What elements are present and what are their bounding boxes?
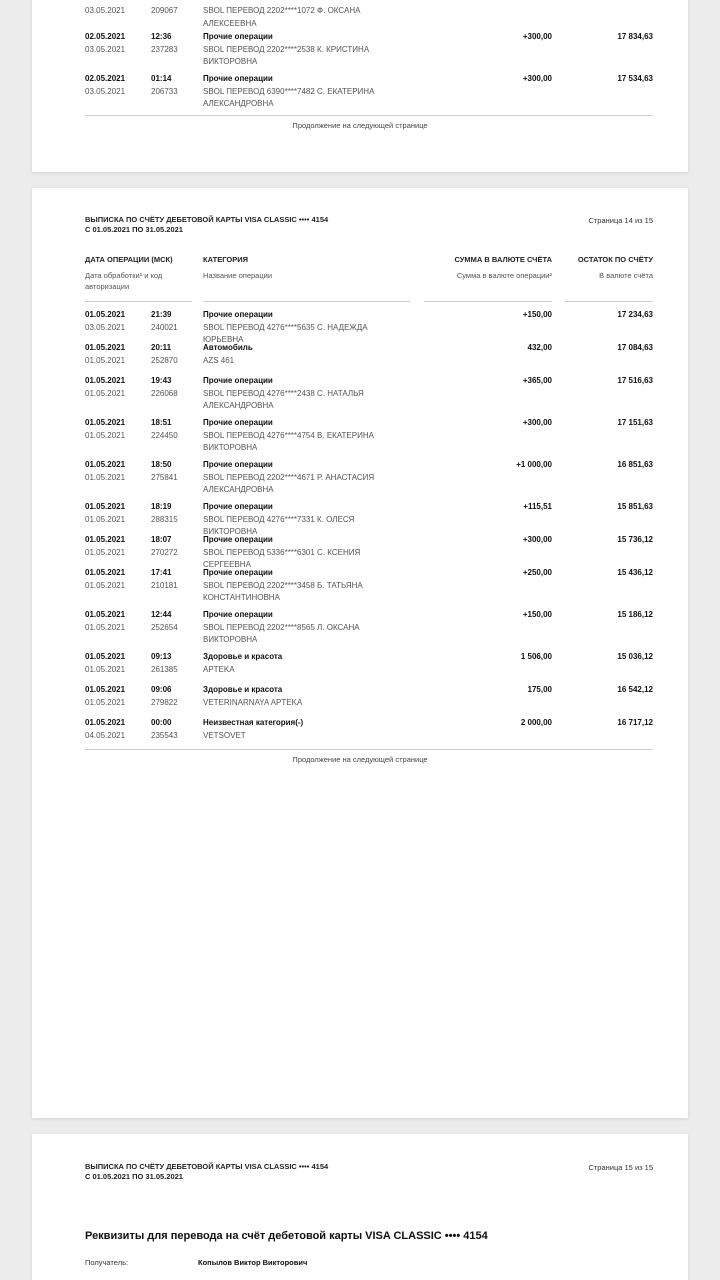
auth-code: 279822 <box>151 697 178 707</box>
operation-time: 09:13 <box>151 652 172 661</box>
processing-date: 03.05.2021 <box>85 86 126 96</box>
operation-time: 17:41 <box>151 568 172 577</box>
operation-date: 01.05.2021 <box>85 610 126 619</box>
header-divider-balance <box>565 301 653 302</box>
auth-code: 270272 <box>151 547 178 557</box>
requisites-title: Реквизиты для перевода на счёт дебетовой карты VISA CLASSIC •••• 4154 <box>85 1230 488 1242</box>
column-header-amount: СУММА В ВАЛЮТЕ СЧЁТА <box>454 255 552 264</box>
balance: 16 717,12 <box>617 718 653 727</box>
page-number: Страница 14 из 15 <box>588 216 653 225</box>
operation-date: 01.05.2021 <box>85 718 126 727</box>
amount: +115,51 <box>523 502 552 511</box>
category: Прочие операции <box>203 74 273 83</box>
operation-time: 21:39 <box>151 310 172 319</box>
balance: 15 736,12 <box>617 535 653 544</box>
operation-date: 01.05.2021 <box>85 568 126 577</box>
processing-date: 03.05.2021 <box>85 44 126 54</box>
operation-description: SBOL ПЕРЕВОД 2202****2538 К. КРИСТИНА ВИКТОРОВНА <box>203 44 370 66</box>
auth-code: 252870 <box>151 355 178 365</box>
operation-description: VETSOVET <box>203 730 246 740</box>
category: Прочие операции <box>203 376 273 385</box>
operation-date: 01.05.2021 <box>85 418 126 427</box>
category: Автомобиль <box>203 343 253 352</box>
operation-time: 01:14 <box>151 74 172 83</box>
header-divider-category <box>203 301 410 302</box>
operation-description: SBOL ПЕРЕВОД 4276****4754 В. ЕКАТЕРИНА ВИКТОРОВНА <box>203 430 374 452</box>
balance: 17 516,63 <box>617 376 653 385</box>
amount: 432,00 <box>527 343 552 352</box>
statement-page-15 <box>32 1134 688 1280</box>
balance: 15 186,12 <box>617 610 653 619</box>
balance: 17 834,63 <box>617 32 653 41</box>
processing-date: 01.05.2021 <box>85 580 126 590</box>
processing-date: 01.05.2021 <box>85 697 126 707</box>
operation-date: 01.05.2021 <box>85 310 126 319</box>
operation-time: 18:07 <box>151 535 172 544</box>
auth-code: 210181 <box>151 580 178 590</box>
processing-date: 01.05.2021 <box>85 514 126 524</box>
amount: +150,00 <box>522 610 552 619</box>
processing-date: 03.05.2021 <box>85 6 126 15</box>
operation-description: SBOL ПЕРЕВОД 2202****8565 Л. ОКСАНА ВИКТОРОВНА <box>203 622 360 644</box>
auth-code: 224450 <box>151 430 178 440</box>
balance: 15 036,12 <box>617 652 653 661</box>
operation-description: SBOL ПЕРЕВОД 4276****2438 С. НАТАЛЬЯ АЛЕКСАНДРОВНА <box>203 388 364 410</box>
operation-time: 18:51 <box>151 418 172 427</box>
processing-date: 03.05.2021 <box>85 322 126 332</box>
category: Прочие операции <box>203 418 273 427</box>
operation-time: 19:43 <box>151 376 172 385</box>
column-subheader-date: Дата обработки¹ и код авторизации <box>85 271 163 291</box>
category: Здоровье и красота <box>203 685 283 694</box>
category: Прочие операции <box>203 310 273 319</box>
operation-date: 01.05.2021 <box>85 685 126 694</box>
amount: +150,00 <box>522 310 552 319</box>
recipient-label: Получатель: <box>85 1258 129 1267</box>
operation-date: 02.05.2021 <box>85 74 126 83</box>
balance: 17 151,63 <box>617 418 653 427</box>
amount: 175,00 <box>527 685 552 694</box>
column-subheader-balance: В валюте счёта <box>599 271 653 280</box>
recipient-value: Копылов Виктор Викторович <box>198 1258 308 1267</box>
balance: 17 084,63 <box>617 343 653 352</box>
category: Прочие операции <box>203 610 273 619</box>
auth-code: 209067 <box>151 6 178 15</box>
auth-code: 252654 <box>151 622 178 632</box>
auth-code: 288315 <box>151 514 178 524</box>
balance: 17 534,63 <box>617 74 653 83</box>
statement-page-14 <box>32 188 688 1118</box>
auth-code: 206733 <box>151 86 178 96</box>
processing-date: 01.05.2021 <box>85 388 126 398</box>
category: Прочие операции <box>203 568 273 577</box>
balance: 15 436,12 <box>617 568 653 577</box>
processing-date: 01.05.2021 <box>85 664 126 674</box>
operation-date: 01.05.2021 <box>85 535 126 544</box>
auth-code: 235543 <box>151 730 178 740</box>
operation-time: 18:19 <box>151 502 172 511</box>
continued-note: Продолжение на следующей странице <box>292 121 428 130</box>
statement-title: ВЫПИСКА ПО СЧЁТУ ДЕБЕТОВОЙ КАРТЫ VISA CLASSIC •••• 4154 С 01.05.2021 ПО 31.05.2021 <box>85 215 329 234</box>
header-divider-date <box>85 301 192 302</box>
amount: +1 000,00 <box>516 460 552 469</box>
processing-date: 01.05.2021 <box>85 355 126 365</box>
processing-date: 01.05.2021 <box>85 472 126 482</box>
amount: 2 000,00 <box>520 718 552 727</box>
header-divider-amount <box>424 301 552 302</box>
column-header-balance: ОСТАТОК ПО СЧЁТУ <box>577 255 653 264</box>
auth-code: 261385 <box>151 664 178 674</box>
statement-page-13 <box>32 0 688 172</box>
operation-description: SBOL ПЕРЕВОД 2202****3458 Б. ТАТЬЯНА КОНСТАНТИНОВНА <box>203 580 363 602</box>
operation-description: SBOL ПЕРЕВОД 2202****1072 Ф. ОКСАНА АЛЕКСЕЕВНА <box>203 6 361 28</box>
page-number: Страница 15 из 15 <box>588 1163 653 1172</box>
column-header-category: КАТЕГОРИЯ <box>203 255 248 264</box>
amount: +300,00 <box>522 74 552 83</box>
processing-date: 01.05.2021 <box>85 430 126 440</box>
column-subheader-amount: Сумма в валюте операции² <box>456 271 552 280</box>
operation-description: AZS 461 <box>203 355 235 365</box>
operation-description: APTEKA <box>203 664 235 674</box>
operation-time: 12:36 <box>151 32 172 41</box>
balance: 16 851,63 <box>617 460 653 469</box>
operation-date: 01.05.2021 <box>85 376 126 385</box>
category: Прочие операции <box>203 502 273 511</box>
amount: +300,00 <box>522 418 552 427</box>
auth-code: 237283 <box>151 44 178 54</box>
auth-code: 226068 <box>151 388 178 398</box>
operation-description: SBOL ПЕРЕВОД 4276****5635 С. НАДЕЖДА ЮРЬЕВНА <box>203 322 368 344</box>
operation-description: SBOL ПЕРЕВОД 2202****4671 Р. АНАСТАСИЯ АЛЕКСАНДРОВНА <box>203 472 375 494</box>
column-header-date: ДАТА ОПЕРАЦИИ (МСК) <box>85 255 173 264</box>
processing-date: 01.05.2021 <box>85 547 126 557</box>
continued-note: Продолжение на следующей странице <box>292 755 428 764</box>
amount: 1 506,00 <box>520 652 552 661</box>
table-end-divider <box>85 749 653 750</box>
operation-description: SBOL ПЕРЕВОД 6390****7482 С. ЕКАТЕРИНА АЛЕКСАНДРОВНА <box>203 86 375 108</box>
balance: 15 851,63 <box>617 502 653 511</box>
amount: +300,00 <box>522 32 552 41</box>
operation-date: 01.05.2021 <box>85 460 126 469</box>
category: Прочие операции <box>203 535 273 544</box>
operation-date: 01.05.2021 <box>85 343 126 352</box>
auth-code: 240021 <box>151 322 178 332</box>
operation-time: 12:44 <box>151 610 172 619</box>
operation-description: VETERINARNAYA APTEKA <box>203 697 303 707</box>
amount: +250,00 <box>522 568 552 577</box>
processing-date: 04.05.2021 <box>85 730 126 740</box>
category: Неизвестная категория(-) <box>203 718 304 727</box>
auth-code: 275841 <box>151 472 178 482</box>
processing-date: 01.05.2021 <box>85 622 126 632</box>
operation-description: SBOL ПЕРЕВОД 5336****6301 С. КСЕНИЯ СЕРГЕЕВНА <box>203 547 361 569</box>
operation-time: 00:00 <box>151 718 172 727</box>
column-subheader-category: Название операции <box>203 271 273 280</box>
operation-time: 18:50 <box>151 460 172 469</box>
amount: +365,00 <box>522 376 552 385</box>
operation-date: 02.05.2021 <box>85 32 126 41</box>
amount: +300,00 <box>522 535 552 544</box>
operation-date: 01.05.2021 <box>85 652 126 661</box>
operation-time: 20:11 <box>151 343 172 352</box>
balance: 16 542,12 <box>617 685 653 694</box>
operation-date: 01.05.2021 <box>85 502 126 511</box>
operation-time: 09:06 <box>151 685 172 694</box>
table-end-divider <box>85 115 653 116</box>
balance: 17 234,63 <box>617 310 653 319</box>
operation-description: SBOL ПЕРЕВОД 4276****7331 К. ОЛЕСЯ ВИКТОРОВНА <box>203 514 355 536</box>
category: Прочие операции <box>203 32 273 41</box>
category: Прочие операции <box>203 460 273 469</box>
statement-title: ВЫПИСКА ПО СЧЁТУ ДЕБЕТОВОЙ КАРТЫ VISA CLASSIC •••• 4154 С 01.05.2021 ПО 31.05.2021 <box>85 1162 329 1181</box>
category: Здоровье и красота <box>203 652 283 661</box>
